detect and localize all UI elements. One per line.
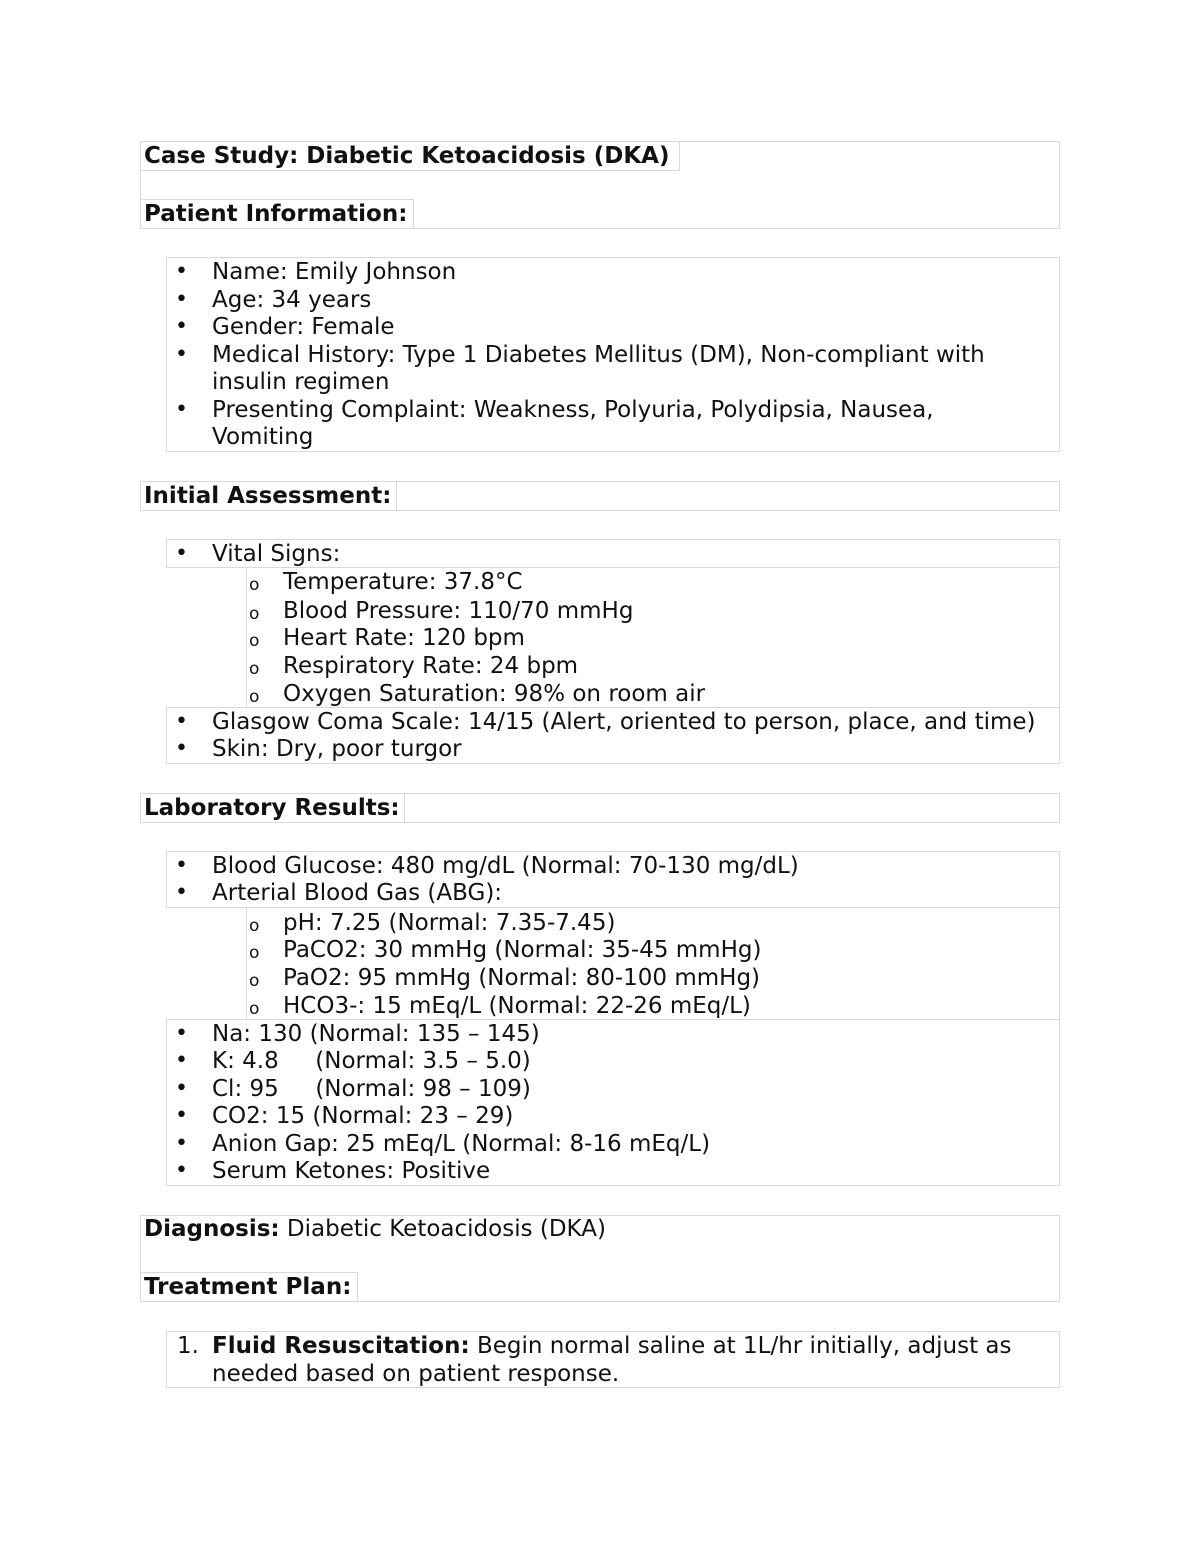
list-item: Glasgow Coma Scale: 14/15 (Alert, oriented to person, place, and time) <box>212 709 1036 735</box>
bullet-glyph: • <box>175 1103 188 1128</box>
list-item: Medical History: Type 1 Diabetes Mellitus (DM), Non-compliant with <box>212 342 985 368</box>
list-item: Arterial Blood Gas (ABG): <box>212 880 503 906</box>
bullet-glyph: • <box>175 1076 188 1101</box>
list-item: CO2: 15 (Normal: 23 – 29) <box>212 1103 514 1129</box>
list-item: PaO2: 95 mmHg (Normal: 80-100 mmHg) <box>283 965 761 991</box>
sub-bullet-glyph: o <box>249 971 260 991</box>
bullet-glyph: • <box>175 259 188 284</box>
page-title: Case Study: Diabetic Ketoacidosis (DKA) <box>144 143 670 169</box>
bullet-glyph: • <box>175 1131 188 1156</box>
sub-bullet-glyph: o <box>249 604 260 624</box>
bullet-glyph: • <box>175 1048 188 1073</box>
bullet-glyph: • <box>175 397 188 422</box>
list-item: K: 4.8 (Normal: 3.5 – 5.0) <box>212 1048 531 1074</box>
list-item: Serum Ketones: Positive <box>212 1158 491 1184</box>
list-item: Anion Gap: 25 mEq/L (Normal: 8-16 mEq/L) <box>212 1131 711 1157</box>
treatment-step-number: 1. <box>177 1333 199 1359</box>
list-item: Respiratory Rate: 24 bpm <box>283 653 579 679</box>
diagnosis-line <box>144 1215 606 1243</box>
bullet-glyph: • <box>175 287 188 312</box>
bullet-glyph: • <box>175 1158 188 1183</box>
treatment-heading: Treatment Plan: <box>144 1274 352 1300</box>
sub-bullet-glyph: o <box>249 943 260 963</box>
list-item: Presenting Complaint: Weakness, Polyuria, Polydipsia, Nausea, <box>212 397 934 423</box>
sub-bullet-glyph: o <box>249 999 260 1019</box>
bullet-glyph: • <box>175 880 188 905</box>
diagnosis-value: Diabetic Ketoacidosis (DKA) <box>279 1216 606 1242</box>
list-item: HCO3-: 15 mEq/L (Normal: 22-26 mEq/L) <box>283 993 751 1019</box>
sub-bullet-glyph: o <box>249 687 260 707</box>
vital-signs-label: Vital Signs: <box>212 541 341 567</box>
list-item: Na: 130 (Normal: 135 – 145) <box>212 1021 540 1047</box>
bullet-glyph: • <box>175 314 188 339</box>
list-item: Temperature: 37.8°C <box>283 569 523 595</box>
list-item: Blood Glucose: 480 mg/dL (Normal: 70-130 mg/dL) <box>212 853 799 879</box>
labs-heading: Laboratory Results: <box>144 795 400 821</box>
bullet-glyph: • <box>175 342 188 367</box>
list-item: Cl: 95 (Normal: 98 – 109) <box>212 1076 531 1102</box>
bullet-glyph: • <box>175 1021 188 1046</box>
bullet-glyph: • <box>175 709 188 734</box>
list-item: Age: 34 years <box>212 287 372 313</box>
diagnosis-label: Diagnosis: <box>144 1216 280 1242</box>
list-item: Blood Pressure: 110/70 mmHg <box>283 598 634 624</box>
sub-bullet-glyph: o <box>249 575 260 595</box>
sub-bullet-glyph: o <box>249 631 260 651</box>
list-item: Skin: Dry, poor turgor <box>212 736 462 762</box>
bullet-glyph: • <box>175 853 188 878</box>
sub-bullet-glyph: o <box>249 916 260 936</box>
list-item: Oxygen Saturation: 98% on room air <box>283 681 706 707</box>
sub-bullet-glyph: o <box>249 659 260 679</box>
list-item: pH: 7.25 (Normal: 7.35-7.45) <box>283 910 616 936</box>
treatment-step-label: Fluid Resuscitation: <box>212 1333 470 1359</box>
list-item-continuation: Vomiting <box>212 424 314 450</box>
list-item: Gender: Female <box>212 314 395 340</box>
treatment-step-text: Begin normal saline at 1L/hr initially, adjust as <box>469 1333 1012 1359</box>
list-item-continuation: insulin regimen <box>212 369 390 395</box>
bullet-glyph: • <box>175 541 188 566</box>
treatment-step-line-2: needed based on patient response. <box>212 1361 620 1387</box>
initial-assessment-heading: Initial Assessment: <box>144 483 392 509</box>
treatment-step-line-1 <box>212 1332 1011 1360</box>
list-item: PaCO2: 30 mmHg (Normal: 35-45 mmHg) <box>283 937 762 963</box>
patient-info-heading: Patient Information: <box>144 201 408 227</box>
bullet-glyph: • <box>175 736 188 761</box>
list-item: Heart Rate: 120 bpm <box>283 625 525 651</box>
list-item: Name: Emily Johnson <box>212 259 457 285</box>
